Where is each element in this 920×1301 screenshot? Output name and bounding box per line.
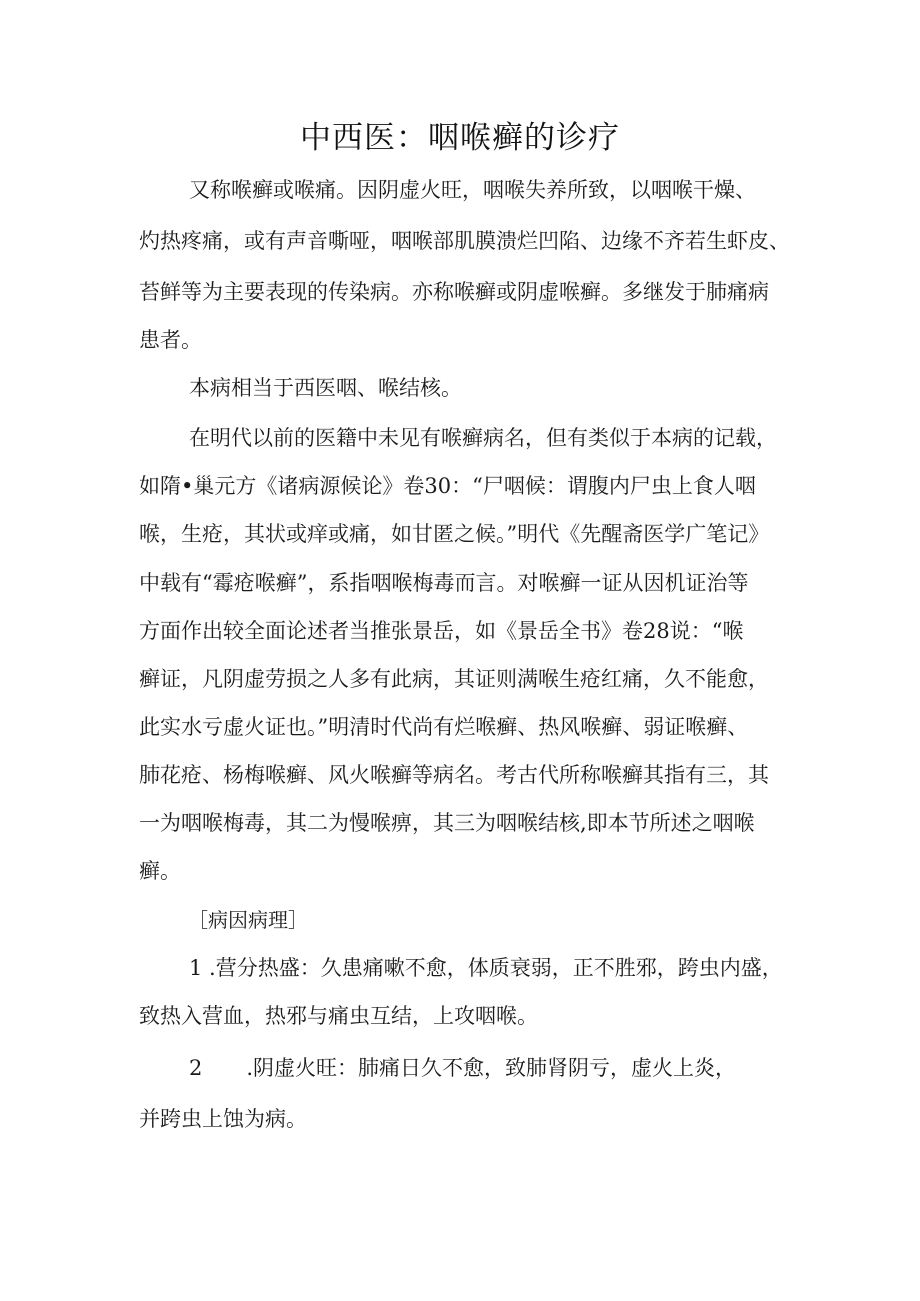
list-item-line: 致热入营血，热邪与痛虫互结，上攻咽喉。	[139, 1004, 538, 1028]
paragraph-line: 患者。	[139, 328, 202, 352]
paragraph-line: 肺花疮、杨梅喉癣、风火喉癣等病名。考古代所称喉癣其指有三，其	[139, 763, 769, 787]
paragraph-line: 灼热疼痛，或有声音嘶哑，咽喉部肌膜溃烂凹陷、边缘不齐若生虾皮、	[139, 229, 790, 253]
paragraph-line: 一为咽喉梅毒，其二为慢喉痹，其三为咽喉结核,即本节所述之咽喉	[139, 811, 755, 835]
section-heading: ［病因病理］	[188, 908, 308, 932]
paragraph-line: 在明代以前的医籍中未见有喉癣病名，但有类似于本病的记载，	[189, 426, 777, 450]
list-item-line: 并跨虫上蚀为病。	[139, 1107, 307, 1131]
paragraph-line: 此实水亏虚火证也。”明清时代尚有烂喉癣、热风喉癣、弱证喉癣、	[139, 715, 749, 739]
list-item-line	[189, 1054, 736, 1082]
list-item-number: 2	[189, 1056, 203, 1080]
paragraph-line: 本病相当于西医咽、喉结核。	[189, 376, 462, 400]
list-item-text: .阴虚火旺：肺痛日久不愈，致肺肾阴亏，虚火上炎，	[246, 1056, 737, 1080]
paragraph-line: 苔鲜等为主要表现的传染病。亦称喉癣或阴虚喉癣。多继发于肺痛病	[139, 280, 769, 304]
paragraph-line: 喉，生疮，其状或痒或痛，如甘匿之候。”明代《先醒斋医学广笔记》	[139, 522, 770, 546]
paragraph-line: 方面作出较全面论述者当推张景岳，如《景岳全书》卷28说：“喉	[139, 619, 744, 643]
paragraph-line: 癣证，凡阴虚劳损之人多有此病，其证则满喉生疮红痛，久不能愈，	[139, 667, 769, 691]
list-item-line: 1 .营分热盛：久患痛嗽不愈，体质衰弱，正不胜邪，跨虫内盛，	[189, 956, 783, 980]
paragraph-line: 又称喉癣或喉痛。因阴虚火旺，咽喉失养所致，以咽喉干燥、	[189, 178, 756, 202]
paragraph-line: 癣。	[139, 859, 181, 883]
page-title: 中西医：咽喉癣的诊疗	[300, 120, 620, 156]
paragraph-line: 中载有“霉疮喉癣”，系指咽喉梅毒而言。对喉癣一证从因机证治等	[139, 571, 749, 595]
paragraph-line: 如隋•巢元方《诸病源候论》卷30：“尸咽候：谓腹内尸虫上食人咽	[139, 474, 756, 498]
